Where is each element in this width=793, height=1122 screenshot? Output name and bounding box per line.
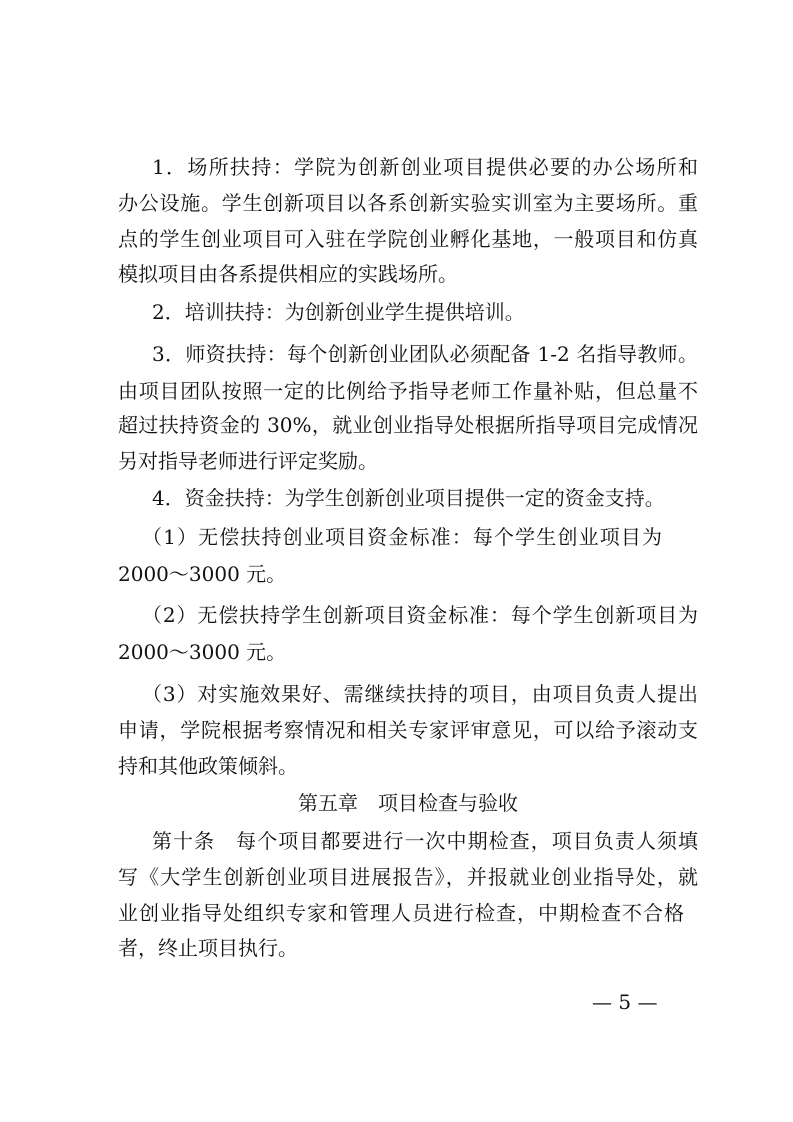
paragraph-line: 者，终止项目执行。 — [118, 936, 298, 960]
paragraph-line: （1）无偿扶持创业项目资金标准：每个学生创业项目为 — [142, 525, 662, 549]
chapter-heading: 第五章 项目检查与验收 — [298, 791, 518, 815]
paragraph-line: 第十条 每个项目都要进行一次中期检查，项目负责人须填 — [152, 829, 698, 853]
paragraph-line: 2000～3000 元。 — [118, 640, 287, 664]
paragraph-line: 由项目团队按照一定的比例给予指导老师工作量补贴，但总量不 — [118, 379, 698, 403]
paragraph-line: 3．师资扶持：每个创新创业团队必须配备 1-2 名指导教师。 — [152, 342, 698, 366]
paragraph-line: 办公设施。学生创新项目以各系创新实验实训室为主要场所。重 — [118, 191, 698, 215]
paragraph-line: 超过扶持资金的 30%，就业创业指导处根据所指导项目完成情况 — [118, 413, 698, 437]
paragraph-line: 2000～3000 元。 — [118, 562, 287, 586]
paragraph-line: 写《大学生创新创业项目进展报告》，并报就业创业指导处，就 — [118, 865, 698, 889]
paragraph-line: 持和其他政策倾斜。 — [118, 754, 298, 778]
paragraph-line: 2．培训扶持：为创新创业学生提供培训。 — [152, 300, 525, 324]
paragraph-line: 业创业指导处组织专家和管理人员进行检查，中期检查不合格 — [118, 901, 684, 925]
page-number: — 5 — — [592, 990, 658, 1014]
paragraph-line: 1．场所扶持：学院为创新创业项目提供必要的办公场所和 — [152, 155, 698, 179]
paragraph-line: （2）无偿扶持学生创新项目资金标准：每个学生创新项目为 — [142, 603, 698, 627]
paragraph-line: （3）对实施效果好、需继续扶持的项目，由项目负责人提出 — [142, 682, 698, 706]
paragraph-line: 另对指导老师进行评定奖励。 — [118, 449, 378, 473]
paragraph-line: 申请，学院根据考察情况和相关专家评审意见，可以给予滚动支 — [118, 718, 698, 742]
paragraph-line: 模拟项目由各系提供相应的实践场所。 — [118, 262, 458, 286]
paragraph-line: 点的学生创业项目可入驻在学院创业孵化基地，一般项目和仿真 — [118, 227, 698, 251]
paragraph-line: 4．资金扶持：为学生创新创业项目提供一定的资金支持。 — [152, 486, 665, 510]
